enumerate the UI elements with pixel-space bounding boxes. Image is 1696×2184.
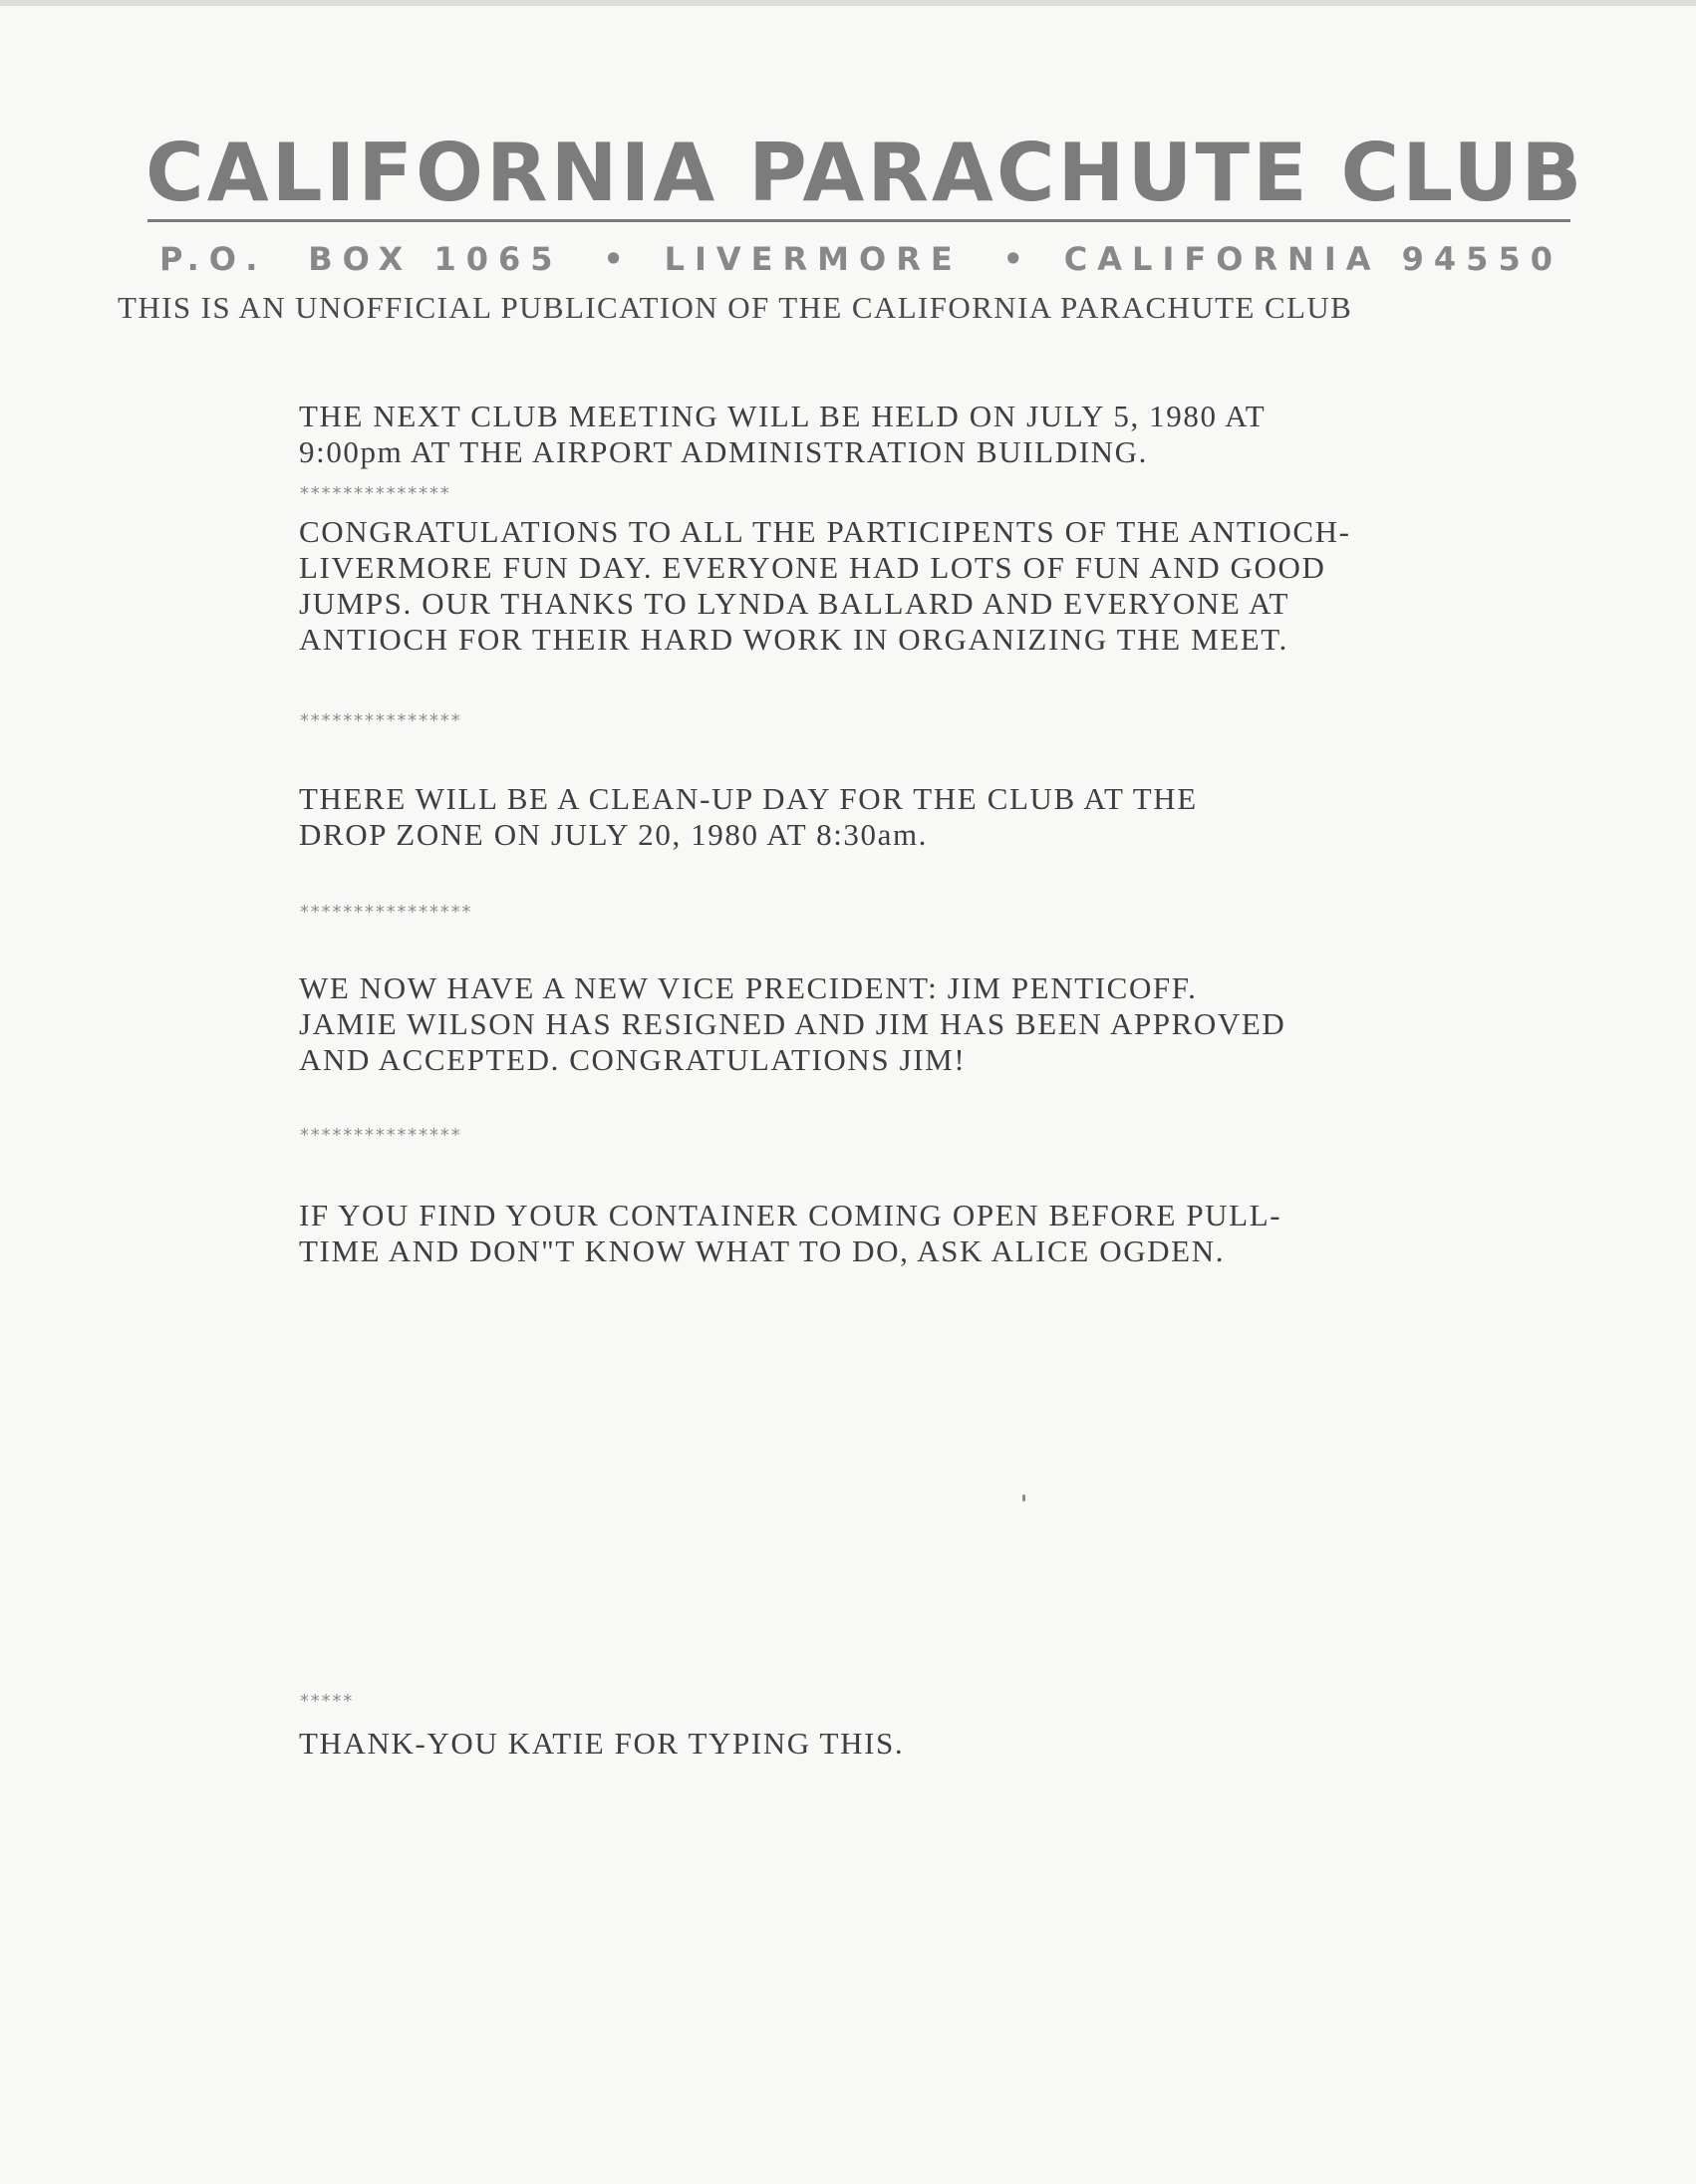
text-line: TIME AND DON"T KNOW WHAT TO DO, ASK ALICE OGDEN. [299, 1233, 1226, 1268]
text-line: JAMIE WILSON HAS RESIGNED AND JIM HAS BEEN APPROVED [299, 1006, 1286, 1041]
meeting-notice [299, 399, 1555, 470]
address-box: BOX 1065 [308, 240, 563, 278]
address-po: P.O. [159, 240, 268, 278]
vice-president-notice [299, 970, 1555, 1078]
typing-thanks: THANK-YOU KATIE FOR TYPING THIS. [299, 1726, 905, 1761]
club-name-heading: CALIFORNIA PARACHUTE CLUB [145, 127, 1585, 219]
text-line: JUMPS. OUR THANKS TO LYNDA BALLARD AND EVERYONE AT [299, 586, 1290, 621]
text-line: CONGRATULATIONS TO ALL THE PARTICIPENTS OF THE ANTIOCH- [299, 514, 1351, 549]
container-notice [299, 1198, 1555, 1269]
text-line: THERE WILL BE A CLEAN-UP DAY FOR THE CLUB AT THE [299, 781, 1198, 816]
paper-speck [1022, 1495, 1025, 1502]
asterisk-separator: ***** [299, 1691, 354, 1712]
clean-up-notice [299, 781, 1555, 853]
asterisk-separator: *************** [299, 1125, 461, 1146]
address-separator-dot: • [603, 240, 624, 278]
text-line: AND ACCEPTED. CONGRATULATIONS JIM! [299, 1042, 967, 1077]
asterisk-separator: **************** [299, 902, 472, 923]
address-state-zip: CALIFORNIA 94550 [1063, 240, 1562, 278]
text-line: DROP ZONE ON JULY 20, 1980 AT 8:30am. [299, 817, 929, 852]
text-line: LIVERMORE FUN DAY. EVERYONE HAD LOTS OF FUN AND GOOD [299, 550, 1326, 585]
text-line: WE NOW HAVE A NEW VICE PRECIDENT: JIM PENTICOFF. [299, 970, 1198, 1005]
address-city: LIVERMORE [664, 240, 963, 278]
text-line: THE NEXT CLUB MEETING WILL BE HELD ON JULY 5, 1980 AT [299, 399, 1267, 433]
text-line: 9:00pm AT THE AIRPORT ADMINISTRATION BUILDING. [299, 434, 1148, 469]
page-top-edge [0, 0, 1696, 6]
address-separator-dot: • [1002, 240, 1023, 278]
text-line: IF YOU FIND YOUR CONTAINER COMING OPEN BEFORE PULL- [299, 1198, 1282, 1232]
asterisk-separator: *************** [299, 710, 461, 731]
text-line: ANTIOCH FOR THEIR HARD WORK IN ORGANIZING THE MEET. [299, 622, 1288, 657]
fun-day-notice [299, 514, 1555, 658]
letterhead-rule [147, 219, 1570, 222]
club-address [159, 239, 1562, 279]
asterisk-separator: ************** [299, 483, 450, 504]
unofficial-publication-notice: THIS IS AN UNOFFICIAL PUBLICATION OF THE CALIFORNIA PARACHUTE CLUB [118, 290, 1353, 325]
